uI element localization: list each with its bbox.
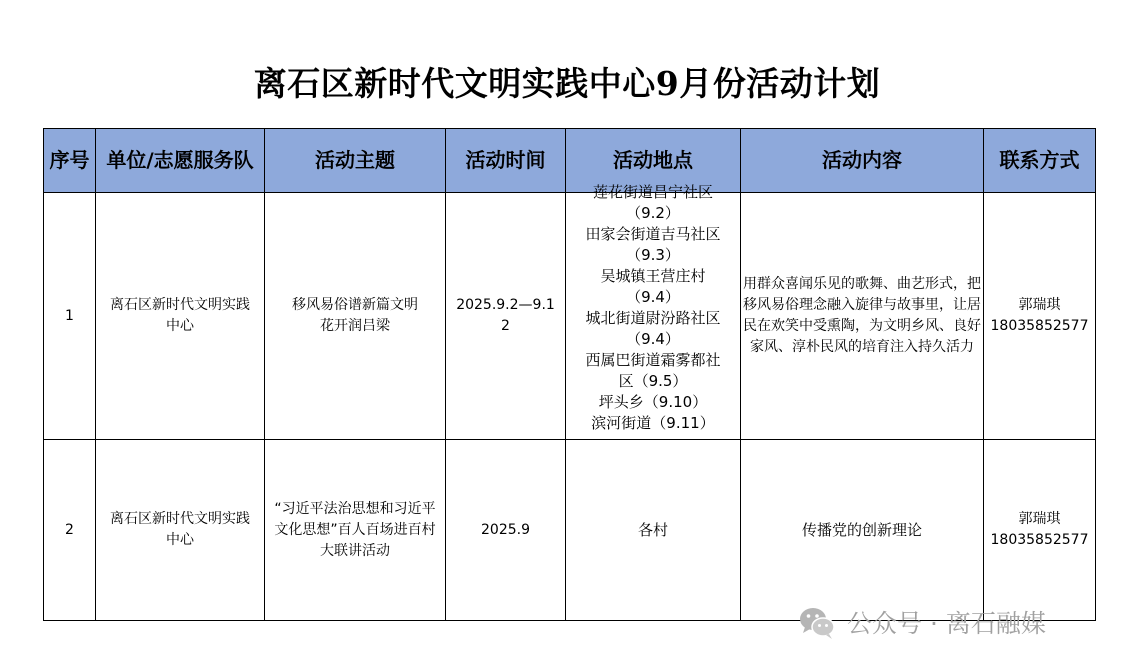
header-cell: 活动主题 [265,129,446,193]
header-cell: 活动时间 [446,129,566,193]
watermark [797,600,1046,644]
theme-cell: “习近平法治思想和习近平文化思想”百人百场进百村大联讲活动 [265,440,446,621]
location-date: （9.2） [626,204,680,222]
location-line: 滨河街道（9.11） [591,414,715,432]
contact-name: 郭瑞琪 [1018,511,1061,527]
content-cell: 传播党的创新理论 [741,440,984,621]
location-date: 区（9.5） [618,372,688,390]
location-line: 莲花街道昌宁社区 [592,183,713,201]
location-date: （9.4） [626,288,680,306]
location-date: （9.3） [626,246,680,264]
table-row [44,193,1096,440]
header-cell: 联系方式 [984,129,1096,193]
unit-cell: 离石区新时代文明实践中心 [96,193,265,440]
location-cell: 各村 [566,440,741,621]
header-cell: 活动地点 [566,129,741,193]
contact-phone: 18035852577 [990,532,1089,548]
watermark-text: 公众号 · 离石融媒 [847,609,1046,638]
contact-cell [984,440,1096,621]
row-number: 1 [44,193,96,440]
location-line: 城北街道尉汾路社区 [585,309,721,327]
location-cell [566,183,741,440]
activity-plan-table [43,128,1096,621]
unit-cell: 离石区新时代文明实践中心 [96,440,265,621]
time-cell: 2025.9.2—9.12 [446,193,566,440]
table-row [44,440,1096,621]
content-cell: 用群众喜闻乐见的歌舞、曲艺形式，把移风易俗理念融入旋律与故事里，让居民在欢笑中受熏陶，为文明乡风、良好家风、淳朴民风的培育注入持久活力 [741,193,984,440]
time-cell: 2025.9 [446,440,566,621]
page-title: 离石区新时代文明实践中心9月份活动计划 [253,64,881,103]
header-cell: 活动内容 [741,129,984,193]
row-number: 2 [44,440,96,621]
header-cell: 单位/志愿服务队 [96,129,265,193]
contact-cell [984,193,1096,440]
theme-cell: 移风易俗谱新篇文明花开润吕梁 [265,193,446,440]
contact-phone: 18035852577 [990,318,1089,334]
location-line: 西属巴街道霜雾都社 [585,351,721,369]
wechat-icon [797,602,837,642]
location-line: 坪头乡（9.10） [598,393,708,411]
header-cell: 序号 [44,129,96,193]
contact-name: 郭瑞琪 [1018,297,1061,313]
location-line: 吴城镇王营庄村 [600,267,706,285]
location-date: （9.4） [626,330,680,348]
location-line: 田家会街道吉马社区 [585,225,721,243]
